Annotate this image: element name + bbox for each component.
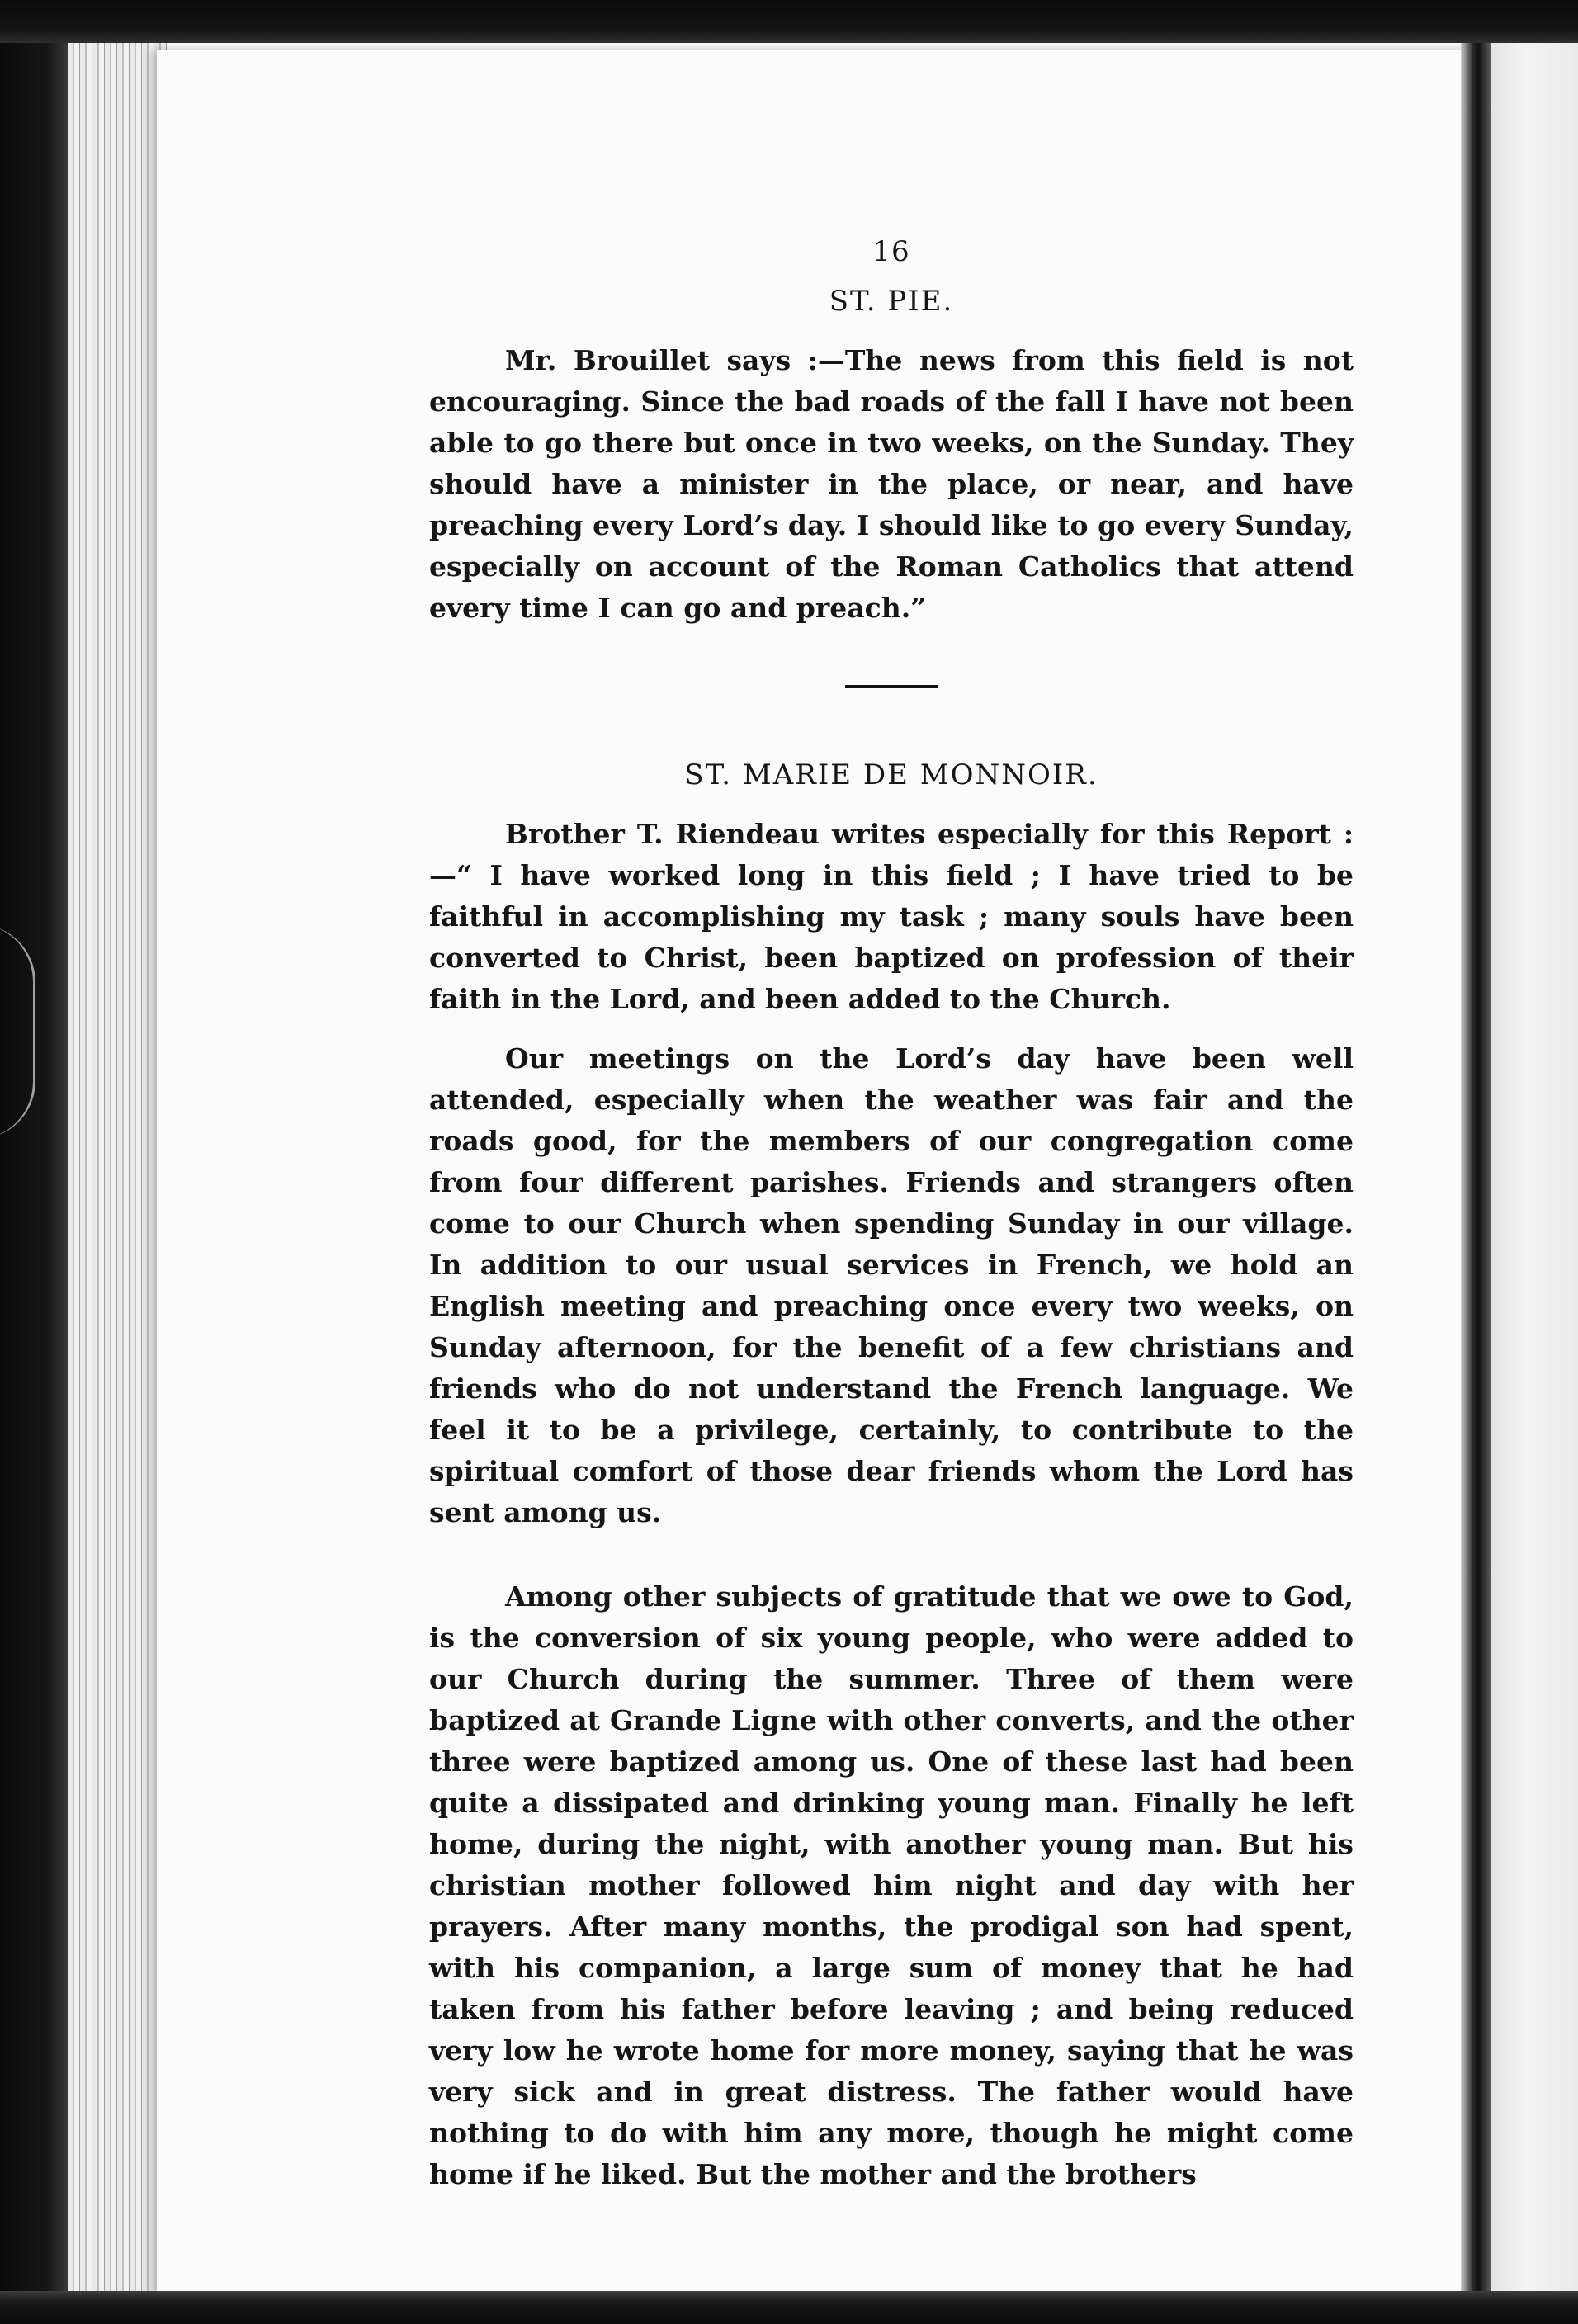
section-heading: ST. MARIE DE MONNOIR. [684,758,1098,791]
scanner-bottom-edge [0,2291,1578,2324]
paragraph: Our meetings on the Lord’s day have been well attended, especially when the weather was fair and the roads good, for the members of our congregation come from four different parishes. Friends and strangers often come to our Church when spending Sunday in our village. In addition to our usual services in French, we hold an English meeting and preaching once every two weeks, on Sunday afternoon, for the benefit of a few christians and friends who do not understand the French language. We feel it to be a privilege, certainly, to contribute to the spiritual comfort of those dear friends whom the Lord has sent among us. [429,1042,1354,1528]
section-heading: ST. PIE. [829,285,954,318]
page-number: 16 [872,235,910,268]
book-binding-gutter [1461,33,1491,2311]
stacked-page-edges [68,40,167,2293]
section-divider [845,685,938,688]
scanner-left-edge [0,0,68,2324]
facing-page-edge [1491,33,1578,2311]
section-st-pie [429,281,1354,629]
scanner-top-edge [0,0,1578,43]
paragraph-gap [429,1552,1354,1576]
section-st-marie-de-monnoir [429,754,1354,2195]
paragraph: Brother T. Riendeau writes especially for this Report :—“ I have worked long in this field ; I have tried to be faithful in accomplishing my task ; many souls have been converted to Christ, been baptized on profession of their faith in the Lord, and been added to the Church. [429,818,1354,1015]
page-content [429,231,1354,2213]
paragraph: Among other subjects of gratitude that we owe to God, is the conversion of six young people, who were added to our Church during the summer. Three of them were baptized at Grande Ligne with other converts, and the other three were baptized among us. One of these last had been quite a dissipated and drinking young man. Finally he left home, during the night, with another young man. But his christian mother followed him night and day with her prayers. After many months, the prodigal son had spent, with his companion, a large sum of money that he had taken from his father before leaving ; and being reduced very low he wrote home for more money, saying that he was very sick and in great distress. The father would have nothing to do with him any more, though he might come home if he liked. But the mother and the brothers [429,1580,1354,2190]
paragraph: Mr. Brouillet says :—The news from this field is not encouraging. Since the bad roads of the fall I have not been able to go there but once in two weeks, on the Sunday. They should have a minister in the place, or near, and have preaching every Lord’s day. I should like to go every Sunday, especially on account of the Roman Catholics that attend every time I can go and preach.” [429,344,1354,624]
